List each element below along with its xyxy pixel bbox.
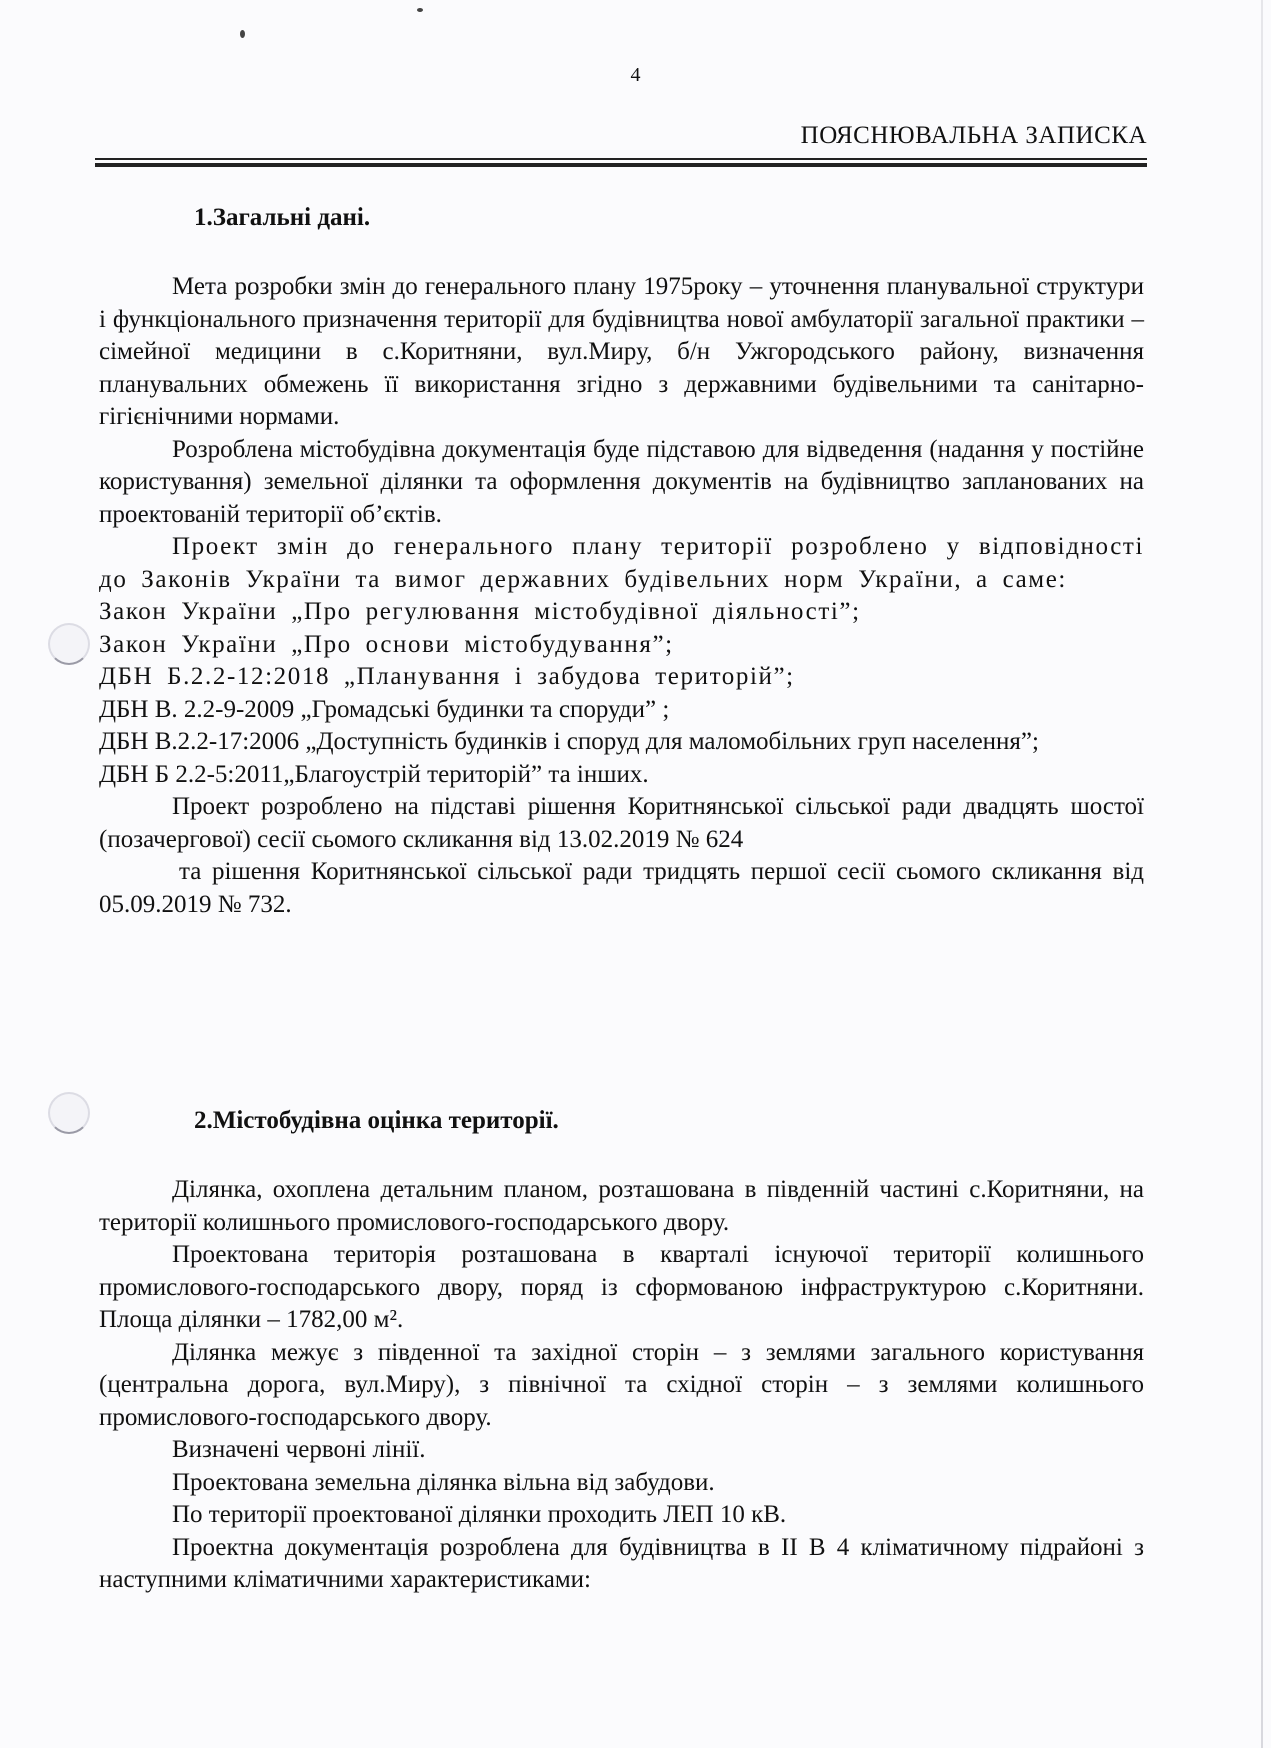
paragraph-power-line: По території проектованої ділянки проходить ЛЕП 10 кВ.	[172, 1501, 787, 1528]
punch-hole-top	[48, 623, 90, 665]
paragraph-location: Ділянка, охоплена детальним планом, розташована в південній частині с.Коритняни, на території колишнього промислового-господарського двору.	[99, 1176, 1144, 1236]
section-2-heading: 2.Містобудівна оцінка території.	[194, 1107, 559, 1134]
norm-item: ДБН Б.2.2-12:2018 „Планування і забудова територій”;	[99, 663, 795, 690]
paragraph-decision-2: та рішення Коритнянської сільської ради тридцять першої сесії сьомого скликання від 05.09.2019 № 732.	[99, 858, 1144, 918]
norm-item: ДБН Б 2.2-5:2011„Благоустрій територій” та інших.	[99, 760, 649, 788]
header-rule-thick	[95, 163, 1147, 167]
paragraph-decision-1: Проект розроблено на підставі рішення Коритнянської сільської ради двадцять шостої (позачергової) сесії сьомого скликання від 13.02.2019 № 624	[99, 793, 1144, 853]
scan-edge-line	[1261, 0, 1263, 1748]
page-number: 4	[630, 64, 641, 86]
header-rule-thin	[95, 158, 1147, 160]
paragraph-compliance: Проект змін до генерального плану території розроблено у відповідності до Законів України та вимог державних будівельних норм України, а саме:	[99, 533, 1144, 593]
norm-item: ДБН В. 2.2-9-2009 „Громадські будинки та споруди” ;	[99, 695, 670, 723]
norm-item: Закон України „Про основи містобудування”;	[99, 630, 674, 658]
paragraph-purpose: Мета розробки змін до генерального плану 1975року – уточнення планувальної структури і функціонального призначення території для будівництва нової амбулаторії загальної практики – сімейної медицини в с.Коритняни, вул.Миру, б/н Ужгородського району, визначення планувальних обмежень її використання згідно з державними будівельними та санітарно-гігієнічними нормами.	[99, 273, 1144, 430]
section-1-body	[99, 271, 1144, 921]
paragraph-documentation: Розроблена містобудівна документація буде підставою для відведення (надання у постійне користування) земельної ділянки та оформлення документів на будівництво запланованих на проектованій території об’єктів.	[99, 435, 1144, 528]
scan-speck	[417, 8, 423, 12]
section-2-body	[99, 1174, 1144, 1597]
paragraph-free-land: Проектована земельна ділянка вільна від забудови.	[172, 1468, 715, 1496]
paragraph-area: Проектована територія розташована в кварталі існуючої території колишнього промислового-господарського двору, поряд із сформованою інфраструктурою с.Коритняни. Площа ділянки – 1782,00 м².	[99, 1241, 1144, 1333]
norm-item: Закон України „Про регулювання містобудівної діяльності”;	[99, 598, 861, 625]
section-1-heading: 1.Загальні дані.	[194, 204, 371, 231]
scan-speck	[240, 30, 245, 38]
punch-hole-bottom	[48, 1092, 90, 1134]
paragraph-climate: Проектна документація розроблена для будівництва в ІІ В 4 кліматичному підрайоні з наступними кліматичними характеристиками:	[99, 1533, 1144, 1593]
norm-item: ДБН В.2.2-17:2006 „Доступність будинків і споруд для маломобільних груп населення”;	[99, 728, 1039, 755]
header-title: ПОЯСНЮВАЛЬНА ЗАПИСКА	[800, 122, 1147, 149]
paragraph-boundaries: Ділянка межує з південної та західної сторін – з землями загального користування (центральна дорога, вул.Миру), з північної та східної сторін – з землями колишнього промислового-господарського двору.	[99, 1338, 1144, 1431]
paragraph-red-lines: Визначені червоні лінії.	[172, 1436, 426, 1463]
